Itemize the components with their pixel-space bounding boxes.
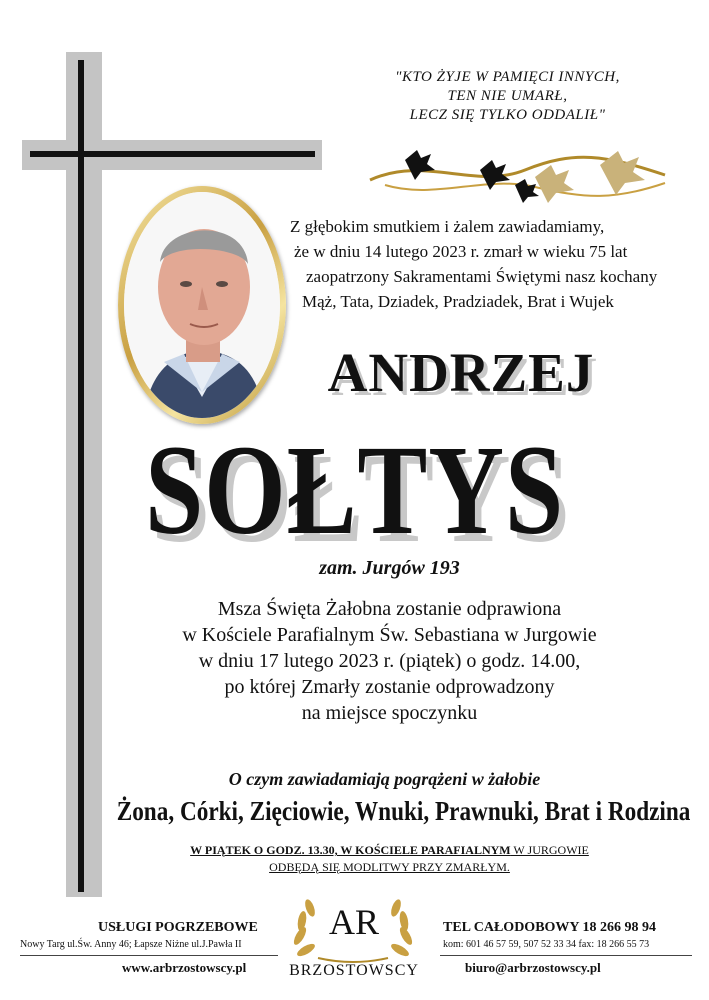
portrait-photo bbox=[124, 192, 280, 418]
first-name: ANDRZEJ bbox=[327, 342, 595, 403]
footer-divider-left bbox=[20, 955, 278, 956]
announcement-intro bbox=[290, 214, 700, 314]
quote-line-1: "KTO ŻYJE W PAMIĘCI INNYCH, bbox=[395, 69, 620, 85]
phone-24h: TEL CAŁODOBOWY 18 266 98 94 bbox=[443, 920, 657, 935]
logo-letters: AR bbox=[328, 902, 379, 942]
funeral-services-title: USŁUGI POGRZEBOWE bbox=[98, 920, 258, 935]
leaf-ornament-icon bbox=[365, 145, 675, 207]
last-name: SOŁTYS bbox=[144, 419, 565, 561]
cross-horizontal bbox=[30, 151, 315, 157]
logo-company-name: BRZOSTOWSCY bbox=[289, 962, 419, 979]
mass-line-3: w dniu 17 lutego 2023 r. (piątek) o godz. 14.00, bbox=[198, 650, 581, 672]
funeral-services-address: Nowy Targ ul.Św. Anny 46; Łapsze Niżne ul.J.Pawła II bbox=[20, 939, 242, 950]
prayer-note-part-2: W JURGOWIE bbox=[510, 843, 589, 857]
email-link[interactable]: biuro@arbrzostowscy.pl bbox=[465, 960, 601, 975]
portrait-person-icon bbox=[124, 192, 280, 418]
funeral-mass-info bbox=[0, 596, 709, 726]
intro-line-2: że w dniu 14 lutego 2023 r. zmarł w wieku 75 lat bbox=[294, 242, 628, 261]
mourners-heading: O czym zawiadamiają pogrążeni w żałobie bbox=[228, 769, 541, 789]
portrait-frame bbox=[118, 186, 286, 424]
quote-line-2: TEN NIE UMARŁ, bbox=[447, 88, 568, 104]
website-link[interactable]: www.arbrzostowscy.pl bbox=[122, 960, 247, 975]
residence-address: zam. Jurgów 193 bbox=[319, 557, 460, 579]
quote-line-3: LECZ SIĘ TYLKO ODDALIŁ" bbox=[409, 107, 606, 123]
intro-line-4: Mąż, Tata, Dziadek, Pradziadek, Brat i Wujek bbox=[302, 292, 614, 311]
intro-line-1: Z głębokim smutkiem i żalem zawiadamiamy, bbox=[290, 217, 605, 236]
phone-numbers: kom: 601 46 57 59, 507 52 33 34 fax: 18 266 55 73 bbox=[443, 939, 650, 950]
prayer-note bbox=[0, 842, 709, 876]
mass-line-5: na miejsce spoczynku bbox=[301, 702, 478, 724]
memorial-quote bbox=[340, 68, 675, 125]
mourners-names: Żona, Córki, Zięciowie, Wnuki, Prawnuki, Brat i Rodzina bbox=[116, 796, 691, 826]
prayer-note-line-2: ODBĘDĄ SIĘ MODLITWY PRZY ZMARŁYM. bbox=[269, 860, 510, 874]
mass-line-1: Msza Święta Żałobna zostanie odprawiona bbox=[217, 598, 562, 620]
intro-line-3: zaopatrzony Sakramentami Świętymi nasz kochany bbox=[306, 267, 658, 286]
prayer-note-part-1: W PIĄTEK O GODZ. 13.30, W KOŚCIELE PARAFIALNYM bbox=[190, 843, 511, 857]
mass-line-4: po której Zmarły zostanie odprowadzony bbox=[224, 676, 555, 698]
footer-divider-right bbox=[440, 955, 692, 956]
mass-line-2: w Kościele Parafialnym Św. Sebastiana w Jurgowie bbox=[182, 624, 597, 646]
